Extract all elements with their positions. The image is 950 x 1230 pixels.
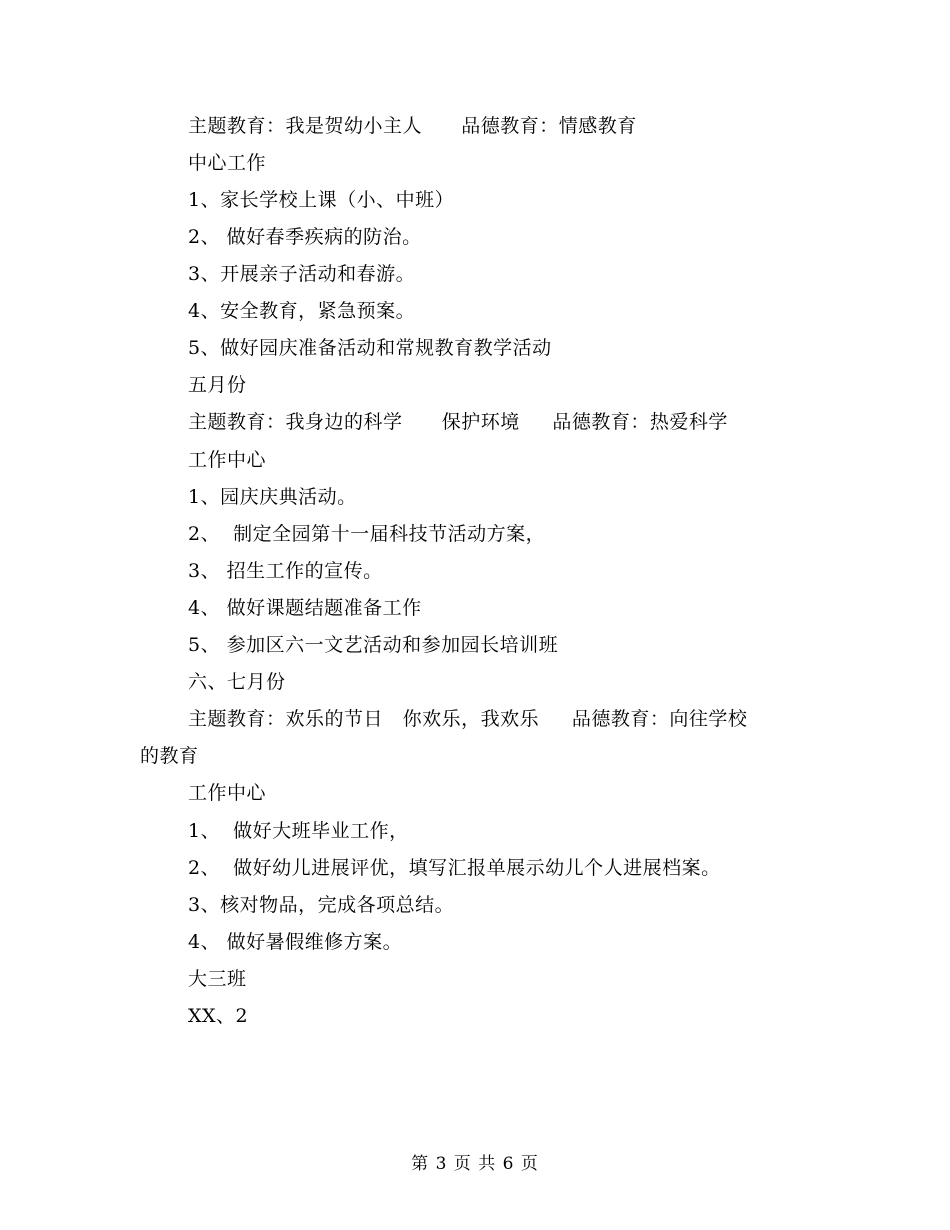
- month-heading-may: 五月份: [188, 374, 247, 396]
- list-item: 1、园庆庆典活动。: [188, 486, 357, 508]
- list-item: 2、 制定全园第十一届科技节活动方案，: [188, 523, 546, 545]
- list-item: 3、 招生工作的宣传。: [188, 560, 383, 582]
- list-item: 3、开展亲子活动和春游。: [188, 263, 416, 285]
- theme-line-may: 主题教育：我身边的科学 保护环境 品德教育：热爱科学: [188, 411, 728, 433]
- list-item: 1、 做好大班毕业工作，: [188, 820, 409, 842]
- date-line: XX、2: [188, 1005, 249, 1027]
- page-number-footer: 第 3 页 共 6 页: [411, 1154, 539, 1174]
- theme-line-april: 主题教育：我是贺幼小主人 品德教育：情感教育: [188, 115, 637, 137]
- section-heading-work-center: 工作中心: [188, 449, 267, 471]
- list-item: 5、 参加区六一文艺活动和参加园长培训班: [188, 634, 559, 656]
- list-item: 2、 做好幼儿进展评优，填写汇报单展示幼儿个人进展档案。: [188, 857, 721, 879]
- list-item: 3、核对物品，完成各项总结。: [188, 894, 455, 916]
- list-item: 4、安全教育，紧急预案。: [188, 300, 416, 322]
- list-item: 4、 做好暑假维修方案。: [188, 931, 403, 953]
- theme-line-june-july: 主题教育：欢乐的节日 你欢乐，我欢乐 品德教育：向往学校: [188, 708, 748, 730]
- month-heading-june-july: 六、七月份: [188, 671, 286, 693]
- list-item: 4、 做好课题结题准备工作: [188, 597, 422, 619]
- list-item: 2、 做好春季疾病的防治。: [188, 226, 422, 248]
- section-heading-center-work: 中心工作: [188, 152, 267, 174]
- list-item: 1、家长学校上课（小、中班）: [188, 189, 455, 211]
- section-heading-work-center: 工作中心: [188, 782, 267, 804]
- class-name: 大三班: [188, 968, 247, 990]
- theme-line-continuation: 的教育: [140, 745, 199, 767]
- list-item: 5、做好园庆准备活动和常规教育教学活动: [188, 337, 552, 359]
